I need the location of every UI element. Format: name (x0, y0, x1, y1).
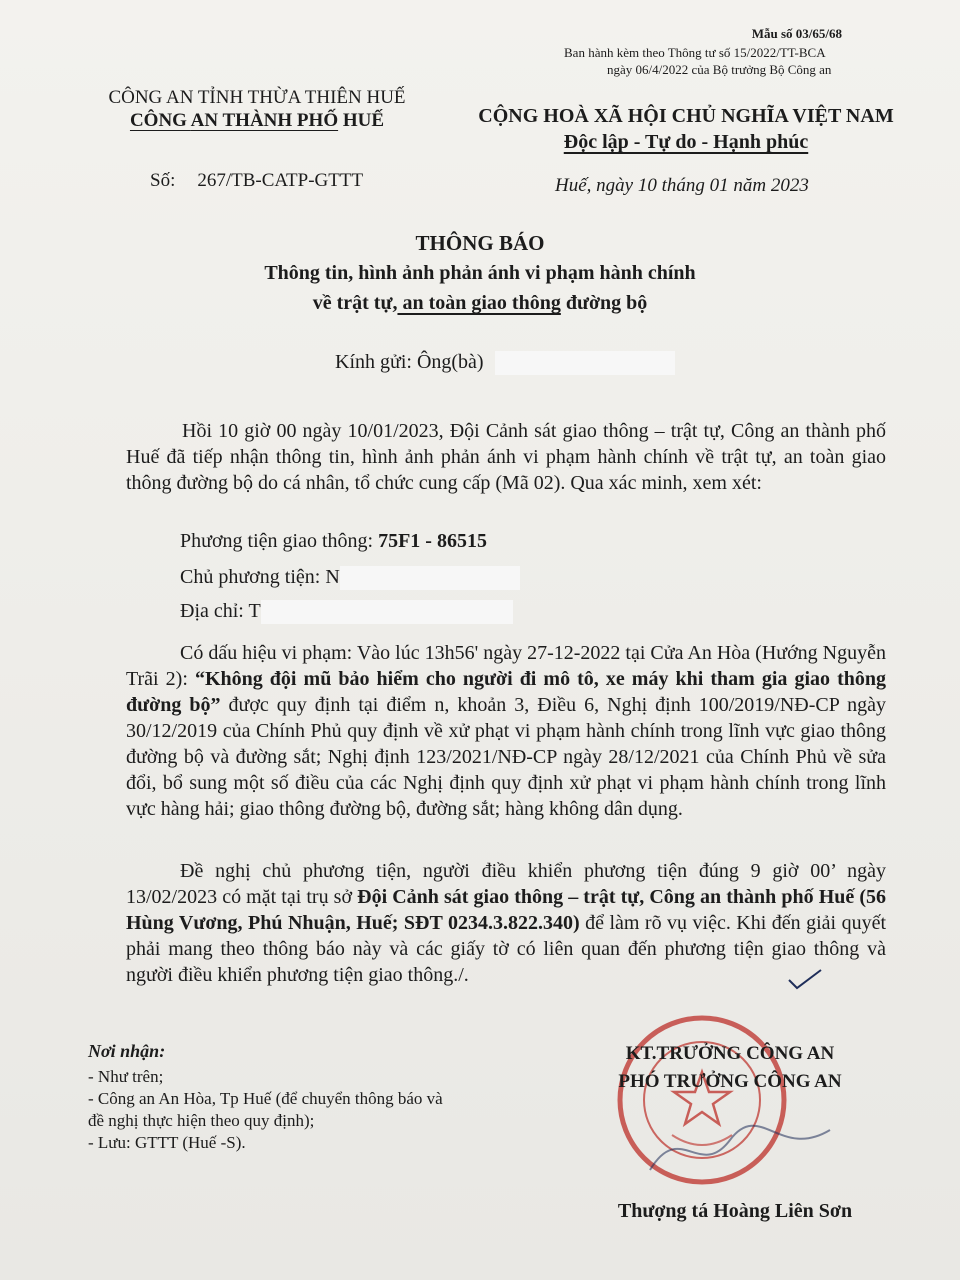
agency-name-part-2: AN THÀNH PHỐ (190, 110, 339, 131)
form-reference (564, 44, 924, 78)
recipient-item: - Như trên; (88, 1067, 164, 1086)
handwritten-signature (640, 1110, 840, 1190)
recipients-block (88, 1040, 443, 1154)
vehicle-plate: 75F1 - 86515 (378, 530, 487, 552)
recipient-item: đề nghị thực hiện theo quy định); (88, 1111, 315, 1130)
issuing-agency (92, 86, 422, 132)
document-title (180, 228, 780, 318)
intro-paragraph: Hồi 10 giờ 00 ngày 10/01/2023, Đội Cảnh sát giao thông – trật tự, Công an thành phố Huế đã tiếp nhận thông tin, hình ảnh phản ánh vi phạm hành chính về trật tự, an toàn giao thông đường bộ do cá nhân, tổ chức cung cấp (Mã 02). Qua xác minh, xem xét: (126, 420, 886, 494)
owner-line (180, 566, 520, 590)
address-value: T (248, 600, 261, 622)
nation-name: CỘNG HOÀ XÃ HỘI CHỦ NGHĨA VIỆT NAM (478, 105, 894, 127)
document-number (150, 170, 363, 192)
request-text-1: Đề nghị chủ phương tiện, người điều khiển phương tiện đúng 9 giờ 00’ ngày 13/02/2023 có mặt tại trụ sở (126, 860, 886, 908)
motto: Độc lập - Tự do - Hạnh phúc (563, 131, 809, 153)
violation-offense: “Không đội mũ bảo hiểm cho người đi mô tô, xe máy khi tham gia giao thông đường bộ” (126, 668, 886, 716)
redacted-owner (340, 566, 520, 590)
salutation (335, 351, 675, 375)
title-line-2-b: an toàn giao thông (397, 292, 561, 314)
agency-name-part-1: CÔNG (129, 110, 191, 131)
agency-name-part-3: HUẾ (338, 110, 385, 131)
violation-paragraph (126, 640, 886, 822)
title-line-2 (180, 288, 780, 318)
document-number-value: 267/TB-CATP-GTTT (197, 170, 364, 191)
national-heading (466, 103, 906, 155)
recipient-item: - Công an An Hòa, Tp Huế (để chuyển thông báo và (88, 1089, 443, 1108)
recipients-heading: Nơi nhận: (88, 1041, 166, 1061)
title-line-1: Thông tin, hình ảnh phản ánh vi phạm hành chính (264, 262, 696, 284)
signature-title-2: PHÓ TRƯỞNG CÔNG AN (618, 1071, 842, 1092)
form-reference-line-1: Ban hành kèm theo Thông tư số 15/2022/TT-BCA (564, 45, 826, 60)
redacted-address (261, 600, 513, 624)
title-line-2-c: đường bộ (560, 292, 648, 314)
owner-label: Chủ phương tiện: (180, 566, 321, 588)
place-date: Huế, ngày 10 tháng 01 năm 2023 (555, 175, 809, 196)
form-reference-line-2: ngày 06/4/2022 của Bộ trưởng Bộ Công an (607, 62, 832, 77)
request-text-2: để làm rõ vụ việc. Khi đến giải quyết phải mang theo thông báo này và các giấy tờ có liên quan đến phương tiện giao thông và người điều khiển phương tiện giao thông./. (126, 912, 887, 986)
recipient-item: - Lưu: GTTT (Huế -S). (88, 1133, 246, 1152)
title-heading: THÔNG BÁO (415, 231, 545, 255)
agency-name (92, 109, 422, 132)
vehicle-label: Phương tiện giao thông: (180, 530, 374, 552)
form-number: Mẫu số 03/65/68 (751, 26, 842, 41)
vehicle-line (180, 530, 487, 553)
request-location: Đội Cảnh sát giao thông – trật tự, Công an thành phố Huế (56 Hùng Vương, Phú Nhuận, Huế; SĐT 0234.3.822.340) (126, 886, 887, 934)
address-line (180, 600, 513, 624)
title-line-2-a: về trật tự, (312, 292, 398, 314)
signature-title-1: KT.TRƯỞNG CÔNG AN (625, 1043, 835, 1064)
signature-block (580, 1040, 880, 1096)
handwritten-tick-mark (785, 966, 825, 992)
request-paragraph (126, 858, 886, 988)
document-number-label: Số: (150, 170, 176, 191)
violation-text-1: Có dấu hiệu vi phạm: Vào lúc 13h56' ngày 27-12-2022 tại Cửa An Hòa (Hướng Nguyễn Trãi 2): (126, 642, 886, 690)
redacted-recipient-name (495, 351, 675, 375)
owner-value: N (325, 566, 340, 588)
violation-text-2: được quy định tại điểm n, khoản 3, Điều 6, Nghị định 100/2019/NĐ-CP ngày 30/12/2019 của Chính Phủ quy định về xử phạt vi phạm hành chính trong lĩnh vực giao thông đường bộ và đường sắt; Nghị định 123/2021/NĐ-CP ngày 28/12/2021 của Chính Phủ về sửa đổi, bổ sung một số điều của các Nghị định quy định xử phạt vi phạm hành chính trong lĩnh vực hàng hải; giao thông đường bộ, đường sắt; hàng không dân dụng. (126, 694, 886, 820)
motto-wrap (466, 129, 906, 155)
agency-parent: CÔNG AN TỈNH THỪA THIÊN HUẾ (108, 87, 406, 108)
address-label: Địa chỉ: (180, 600, 244, 622)
salutation-text: Kính gửi: Ông(bà) (335, 351, 484, 373)
signer-name: Thượng tá Hoàng Liên Sơn (617, 1200, 853, 1222)
